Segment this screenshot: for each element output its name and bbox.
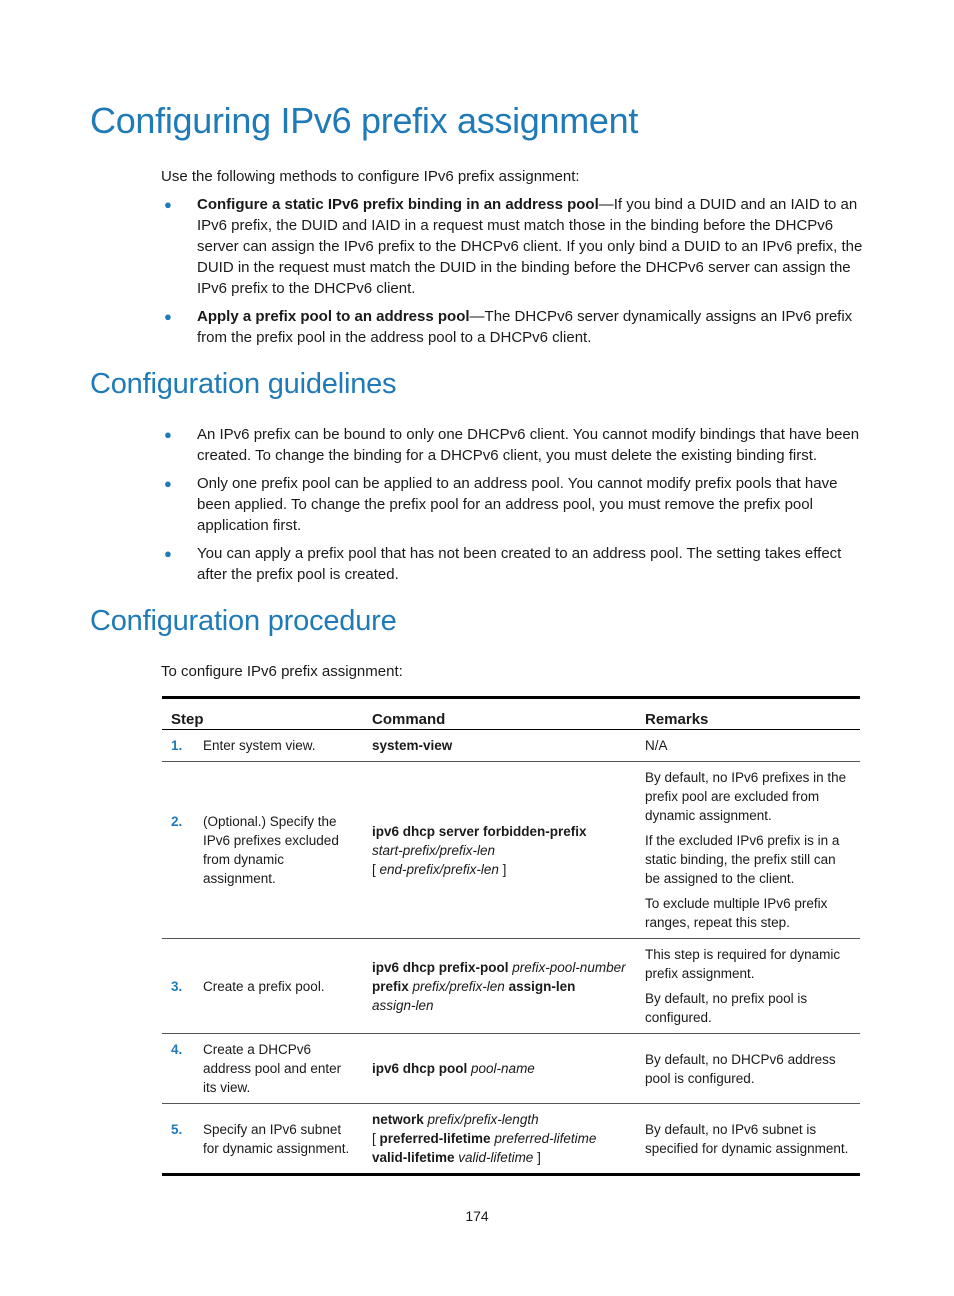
remarks-cell bbox=[636, 730, 860, 762]
step-text: Create a prefix pool. bbox=[203, 978, 325, 994]
table-row bbox=[162, 730, 860, 762]
command-cell bbox=[363, 762, 636, 939]
step-cell bbox=[162, 939, 363, 1034]
step-cell bbox=[162, 1104, 363, 1175]
guidelines-heading: Configuration guidelines bbox=[90, 368, 397, 400]
step-text: Create a DHCPv6 address pool and enter its view. bbox=[203, 1042, 342, 1095]
cmd-arg: preferred-lifetime bbox=[494, 1131, 597, 1146]
command-cell bbox=[363, 1034, 636, 1104]
header-remarks: Remarks bbox=[636, 698, 860, 730]
table-row bbox=[162, 939, 860, 1034]
remarks-cell bbox=[636, 1104, 860, 1175]
cmd-keyword: ipv6 dhcp server forbidden-prefix bbox=[372, 823, 587, 839]
remarks-cell bbox=[636, 762, 860, 939]
methods-list bbox=[161, 194, 865, 355]
intro-text: Use the following methods to configure IPv6 prefix assignment: bbox=[161, 168, 580, 185]
table-header-row bbox=[162, 698, 860, 730]
step-number: 3. bbox=[171, 978, 183, 994]
table-row bbox=[162, 762, 860, 939]
cmd-bracket: [ bbox=[372, 861, 376, 877]
step-number: 1. bbox=[171, 738, 183, 753]
step-number: 5. bbox=[171, 1121, 183, 1137]
header-step: Step bbox=[162, 698, 363, 730]
cmd-keyword: system-view bbox=[372, 738, 453, 753]
cmd-arg: assign-len bbox=[372, 997, 434, 1013]
method-title: Configure a static IPv6 prefix binding in an address pool bbox=[197, 196, 599, 213]
step-number: 2. bbox=[171, 814, 183, 829]
procedure-intro: To configure IPv6 prefix assignment: bbox=[161, 663, 403, 680]
cmd-arg: prefix/prefix-length bbox=[427, 1112, 539, 1127]
cmd-arg: valid-lifetime bbox=[458, 1150, 534, 1165]
remark-text: By default, no prefix pool is configured. bbox=[645, 991, 808, 1025]
cmd-keyword: network bbox=[372, 1112, 424, 1127]
guidelines-list bbox=[161, 424, 865, 592]
cmd-arg: pool-name bbox=[471, 1061, 535, 1076]
list-item bbox=[161, 473, 865, 536]
list-item bbox=[161, 424, 865, 466]
remark-text: N/A bbox=[645, 738, 668, 753]
cmd-keyword: prefix bbox=[372, 978, 409, 994]
cmd-arg: end-prefix/prefix-len bbox=[379, 861, 499, 877]
step-cell bbox=[162, 762, 363, 939]
cmd-arg: prefix/prefix-len bbox=[412, 978, 505, 994]
guideline-text: An IPv6 prefix can be bound to only one DHCPv6 client. You cannot modify bindings that have been created. To change the binding for a DHCPv6 client, you must delete the existing binding first. bbox=[197, 426, 860, 464]
method-text: —If you bind a DUID and an IAID to an IPv6 prefix, the DUID and IAID in a request must match those in the binding before the DHCPv6 server can assign the IPv6 prefix to the DHCPv6 client. If you only bind a DUID to an IPv6 prefix, the DUID in the request must match the DUID in the binding before the DHCPv6 server can assign the IPv6 prefix to the DHCPv6 client. bbox=[197, 196, 863, 297]
cmd-keyword: valid-lifetime bbox=[372, 1150, 455, 1165]
method-text: —The DHCPv6 server dynamically assigns an IPv6 prefix from the prefix pool in the address pool to a DHCPv6 client. bbox=[197, 308, 853, 346]
cmd-keyword: preferred-lifetime bbox=[379, 1131, 491, 1146]
cmd-bracket: ] bbox=[537, 1150, 541, 1165]
remarks-cell bbox=[636, 939, 860, 1034]
remark-text: By default, no IPv6 subnet is specified for dynamic assignment. bbox=[645, 1121, 849, 1156]
command-cell bbox=[363, 939, 636, 1034]
method-title: Apply a prefix pool to an address pool bbox=[197, 308, 470, 325]
procedure-table bbox=[162, 696, 860, 1176]
header-command: Command bbox=[363, 698, 636, 730]
guideline-text: Only one prefix pool can be applied to an address pool. You cannot modify prefix pools that have been applied. To change the prefix pool for an address pool, you must remove the prefix pool application first. bbox=[197, 475, 838, 534]
bullet-icon: ● bbox=[164, 476, 172, 491]
list-item bbox=[161, 194, 865, 299]
step-text: (Optional.) Specify the IPv6 prefixes excluded from dynamic assignment. bbox=[203, 814, 339, 886]
cmd-bracket: ] bbox=[502, 861, 507, 877]
cmd-arg: start-prefix/prefix-len bbox=[372, 842, 496, 858]
remark-text: By default, no IPv6 prefixes in the prefix pool are excluded from dynamic assignment. bbox=[645, 770, 847, 823]
list-item bbox=[161, 306, 865, 348]
command-cell bbox=[363, 730, 636, 762]
page-title: Configuring IPv6 prefix assignment bbox=[90, 100, 639, 141]
guideline-text: You can apply a prefix pool that has not been created to an address pool. The setting takes effect after the prefix pool is created. bbox=[197, 545, 842, 583]
step-number: 4. bbox=[171, 1042, 183, 1057]
step-text: Specify an IPv6 subnet for dynamic assignment. bbox=[203, 1121, 350, 1156]
table-row bbox=[162, 1034, 860, 1104]
step-cell bbox=[162, 1034, 363, 1104]
step-cell bbox=[162, 730, 363, 762]
table-row bbox=[162, 1104, 860, 1175]
list-item bbox=[161, 543, 865, 585]
remarks-cell bbox=[636, 1034, 860, 1104]
command-cell bbox=[363, 1104, 636, 1175]
bullet-icon: ● bbox=[164, 309, 172, 324]
cmd-arg: prefix-pool-number bbox=[512, 959, 626, 975]
bullet-icon: ● bbox=[164, 546, 172, 561]
bullet-icon: ● bbox=[164, 427, 172, 442]
bullet-icon: ● bbox=[164, 197, 172, 212]
page-number: 174 bbox=[465, 1208, 489, 1224]
cmd-keyword: ipv6 dhcp pool bbox=[372, 1061, 468, 1076]
cmd-keyword: ipv6 dhcp prefix-pool bbox=[372, 959, 509, 975]
remark-text: To exclude multiple IPv6 prefix ranges, repeat this step. bbox=[645, 896, 828, 930]
cmd-keyword: assign-len bbox=[508, 978, 576, 994]
remark-text: By default, no DHCPv6 address pool is configured. bbox=[645, 1051, 836, 1086]
remark-text: If the excluded IPv6 prefix is in a static binding, the prefix still can be assigned to the client. bbox=[645, 833, 840, 886]
cmd-bracket: [ bbox=[372, 1131, 376, 1146]
procedure-heading: Configuration procedure bbox=[90, 605, 397, 637]
remark-text: This step is required for dynamic prefix assignment. bbox=[645, 947, 841, 981]
step-text: Enter system view. bbox=[203, 738, 316, 753]
